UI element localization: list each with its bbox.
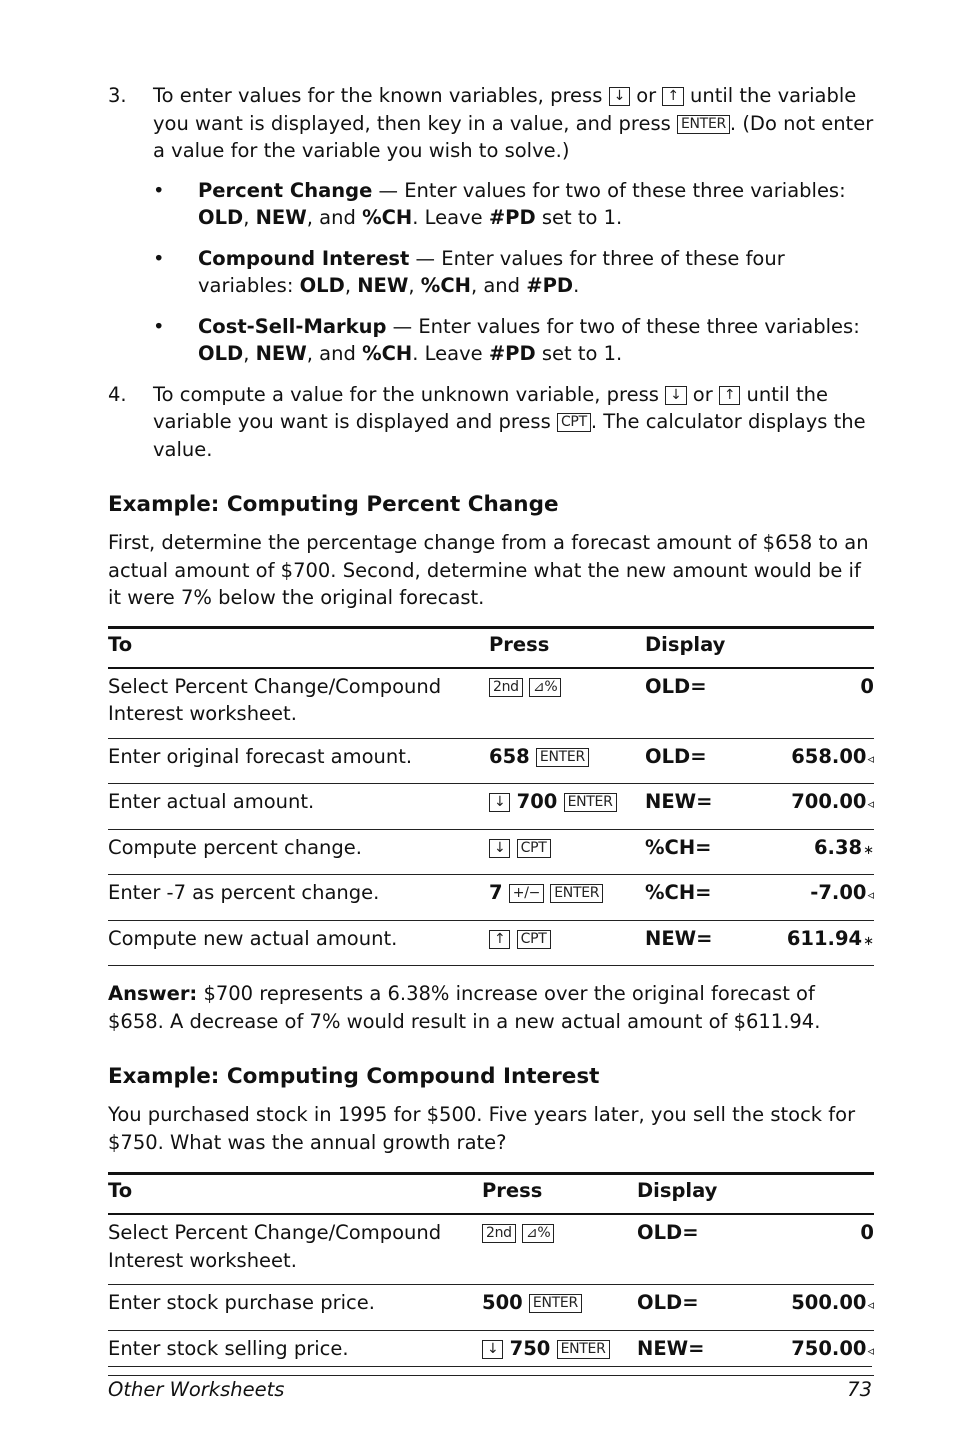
cell-press	[489, 784, 645, 830]
step-text: or	[630, 84, 663, 107]
entered-indicator-icon: ◃	[867, 797, 874, 812]
example1-answer	[108, 980, 874, 1035]
enter-key: ENTER	[536, 748, 589, 767]
cell-press	[482, 1214, 637, 1285]
entered-indicator-icon: ◃	[867, 751, 874, 767]
cell-display-label: OLD=	[645, 668, 765, 739]
example1-table	[108, 626, 874, 967]
bullet-text: ,	[344, 274, 358, 297]
step-text: or	[686, 382, 719, 406]
second-key: 2nd	[489, 678, 523, 697]
display-value: 6.38	[813, 835, 863, 859]
cell-display-label: %CH=	[645, 875, 765, 921]
step-text: until the variable you want is displayed, then key in a value, and press	[153, 84, 857, 135]
cell-display-label: OLD=	[637, 1285, 757, 1331]
col-header-press: Press	[489, 627, 645, 668]
bullet-title: Cost-Sell-Markup	[198, 314, 387, 338]
down-arrow-key: ↓	[489, 793, 510, 812]
step-3	[108, 82, 874, 165]
bullet-title: Percent Change	[198, 178, 373, 202]
example2-intro: You purchased stock in 1995 for $500. Five years later, you sell the stock for $750. What was the annual growth rate?	[108, 1103, 856, 1154]
cpt-key: CPT	[557, 413, 591, 432]
col-header-to: To	[108, 627, 489, 668]
percent-change-key: ⊿%	[529, 678, 561, 697]
col-header-press: Press	[482, 1174, 637, 1215]
entry-number: 750	[509, 1336, 551, 1360]
example1-intro: First, determine the percentage change from a forecast amount of $658 to an actual amount of $700. Second, determine what the new amount would be if it were 7% below the original forecast.	[108, 531, 869, 609]
computed-indicator-icon: ∗	[863, 842, 874, 858]
bullet-text: .	[573, 274, 580, 297]
down-arrow-key: ↓	[609, 87, 630, 106]
cell-to: Select Percent Change/Compound Interest worksheet.	[108, 668, 489, 739]
answer-text: $700 represents a 6.38% increase over the original forecast of $658. A decrease of 7% would result in a new actual amount of $611.94.	[108, 982, 821, 1033]
up-arrow-key: ↑	[489, 930, 510, 949]
col-header-display: Display	[637, 1174, 874, 1215]
col-header-to: To	[108, 1174, 482, 1215]
display-value: -7.00	[810, 881, 867, 904]
step-text: . (Do not enter a value for the variable you wish to solve.)	[153, 111, 874, 162]
table-header-row	[108, 627, 874, 668]
cpt-key: CPT	[517, 930, 551, 949]
enter-key: ENTER	[550, 884, 603, 903]
cell-to: Enter actual amount.	[108, 784, 489, 830]
cell-to: Compute percent change.	[108, 829, 489, 875]
table-row	[108, 829, 874, 875]
var-new: NEW	[255, 342, 307, 365]
cell-display-value	[765, 875, 874, 921]
table-row	[108, 1214, 874, 1285]
cell-display-value	[757, 1330, 874, 1376]
table-row	[108, 738, 874, 784]
cell-display-label: %CH=	[645, 829, 765, 875]
entered-indicator-icon: ◃	[867, 888, 874, 903]
var-pd: #PD	[526, 274, 574, 297]
entry-number: 658	[489, 744, 530, 768]
step-text: until the variable you want is displayed and press	[153, 382, 828, 433]
table-row	[108, 1285, 874, 1331]
computed-indicator-icon: ∗	[863, 933, 874, 949]
cell-to: Compute new actual amount.	[108, 920, 489, 966]
down-arrow-key: ↓	[665, 386, 686, 405]
display-value: 658.00	[791, 744, 867, 768]
enter-key: ENTER	[557, 1340, 610, 1359]
table-row	[108, 1330, 874, 1376]
percent-change-key: ⊿%	[522, 1224, 554, 1243]
bullet-text: . Leave	[412, 206, 489, 229]
bullet-cost-sell-markup	[153, 313, 874, 368]
cpt-key: CPT	[517, 839, 551, 858]
enter-key: ENTER	[529, 1294, 582, 1313]
table-header-row	[108, 1174, 874, 1215]
entered-indicator-icon: ◃	[867, 1343, 874, 1359]
cell-display-label: NEW=	[645, 920, 765, 966]
table-row	[108, 668, 874, 739]
display-value: 500.00	[791, 1291, 867, 1314]
var-pd: #PD	[488, 342, 536, 365]
var-new: NEW	[357, 274, 409, 297]
var-pch: %CH	[362, 342, 413, 365]
cell-to: Enter stock selling price.	[108, 1330, 482, 1376]
display-value: 611.94	[786, 926, 863, 950]
cell-display-value	[765, 829, 874, 875]
step-number: 4.	[108, 382, 127, 406]
col-header-display: Display	[645, 627, 874, 668]
entry-number: 700	[516, 790, 558, 813]
example2-table	[108, 1172, 874, 1376]
table-row	[108, 920, 874, 966]
table-row	[108, 784, 874, 830]
cell-display-value	[757, 1214, 874, 1285]
bullet-compound-interest	[153, 245, 874, 300]
cell-display-label: NEW=	[637, 1330, 757, 1376]
cell-to: Enter stock purchase price.	[108, 1285, 482, 1331]
cell-to: Enter original forecast amount.	[108, 738, 489, 784]
cell-to: Enter -7 as percent change.	[108, 875, 489, 921]
step-number: 3.	[108, 84, 127, 107]
bullet-text: — Enter values for three of these four variables:	[198, 246, 785, 297]
cell-press	[482, 1285, 637, 1331]
bullet-text: — Enter values for two of these three variables:	[386, 314, 860, 338]
sign-change-key: +/−	[509, 884, 544, 903]
cell-display-value	[765, 920, 874, 966]
down-arrow-key: ↓	[482, 1340, 503, 1359]
display-value: 750.00	[791, 1336, 867, 1360]
second-key: 2nd	[482, 1224, 516, 1243]
table-row	[108, 875, 874, 921]
footer-section-title: Other Worksheets	[108, 1378, 285, 1401]
var-old: OLD	[299, 274, 345, 297]
step-text: To compute a value for the unknown variable, press	[153, 382, 666, 406]
cell-display-label: OLD=	[645, 738, 765, 784]
bullet-text: ,	[243, 342, 256, 365]
var-pch: %CH	[420, 274, 471, 297]
cell-to: Select Percent Change/Compound Interest worksheet.	[108, 1214, 482, 1285]
cell-display-value	[757, 1285, 874, 1331]
entry-number: 7	[489, 881, 503, 904]
bullet-text: , and	[470, 274, 527, 297]
cell-display-value	[765, 784, 874, 830]
entered-indicator-icon: ◃	[867, 1298, 874, 1313]
bullet-title: Compound Interest	[198, 246, 410, 270]
up-arrow-key: ↑	[719, 386, 740, 405]
cell-press	[489, 668, 645, 739]
cell-press	[489, 920, 645, 966]
bullet-dot: •	[153, 246, 165, 270]
cell-display-label: NEW=	[645, 784, 765, 830]
cell-display-value	[765, 668, 874, 739]
cell-press	[489, 829, 645, 875]
bullet-dot: •	[153, 314, 165, 338]
down-arrow-key: ↓	[489, 839, 510, 858]
answer-label: Answer:	[108, 982, 198, 1005]
cell-press	[489, 875, 645, 921]
var-pch: %CH	[362, 206, 413, 229]
bullet-list	[108, 177, 874, 368]
bullet-text: . Leave	[412, 342, 489, 365]
cell-display-label: OLD=	[637, 1214, 757, 1285]
display-value: 0	[860, 674, 874, 698]
var-old: OLD	[198, 206, 244, 229]
bullet-text: , and	[306, 206, 363, 229]
footer-page-number: 73	[847, 1378, 872, 1401]
step-text: . The calculator displays the value.	[153, 410, 866, 461]
example1-heading: Example: Computing Percent Change	[108, 492, 559, 517]
step-text: To enter values for the known variables, press	[153, 84, 609, 107]
var-new: NEW	[255, 206, 307, 229]
display-value: 0	[860, 1221, 874, 1244]
entry-number: 500	[482, 1291, 523, 1314]
bullet-text: set to 1.	[535, 206, 623, 229]
var-pd: #PD	[488, 206, 536, 229]
cell-press	[482, 1330, 637, 1376]
example2-heading: Example: Computing Compound Interest	[108, 1064, 600, 1089]
enter-key: ENTER	[677, 115, 730, 134]
bullet-text: — Enter values for two of these three variables:	[372, 178, 846, 202]
step-4	[108, 381, 874, 464]
footer-divider	[108, 1366, 872, 1367]
bullet-text: , and	[306, 342, 363, 365]
bullet-percent-change	[153, 177, 874, 232]
bullet-text: set to 1.	[535, 342, 623, 365]
enter-key: ENTER	[564, 793, 617, 812]
up-arrow-key: ↑	[662, 87, 683, 106]
page-content	[108, 82, 874, 1376]
bullet-text: ,	[408, 274, 421, 297]
bullet-text: ,	[243, 206, 256, 229]
bullet-dot: •	[153, 178, 165, 202]
display-value: 700.00	[791, 790, 867, 813]
cell-press	[489, 738, 645, 784]
var-old: OLD	[198, 342, 244, 365]
cell-display-value	[765, 738, 874, 784]
